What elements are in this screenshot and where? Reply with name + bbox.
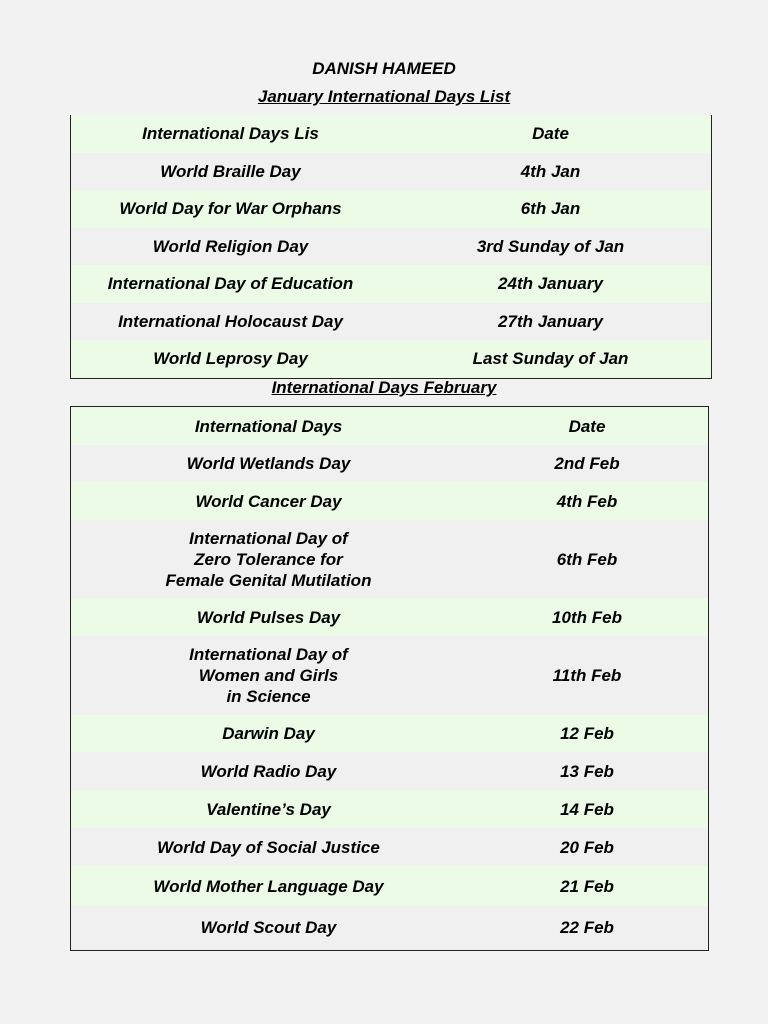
day-date: 11th Feb [552,666,622,685]
day-date: 6th Jan [520,199,581,219]
january-table [70,115,712,379]
day-date: 4th Feb [556,491,618,511]
day-name: World Wetlands Day [186,454,351,473]
day-date: 3rd Sunday of Jan [476,236,625,256]
table-row [71,636,708,715]
day-date: 12 Feb [560,724,614,743]
day-date: Last Sunday of Jan [472,349,629,369]
day-name: World Leprosy Day [153,349,308,369]
table-row [71,520,708,598]
day-date: 4th Jan [520,161,581,181]
day-date: 20 Feb [560,837,614,857]
day-date: 14 Feb [560,799,614,819]
day-date: 13 Feb [560,761,614,781]
table-row [71,265,711,303]
table-row [71,482,708,520]
table-row [71,153,711,191]
day-name: World Day for War Orphans [119,199,342,219]
day-name: World Scout Day [200,917,337,937]
table-row [71,715,708,752]
day-date: 22 Feb [560,917,614,937]
february-header-date: Date [568,416,606,436]
day-date: 24th January [498,274,603,294]
table-row [71,906,708,948]
day-date: 10th Feb [552,607,622,627]
february-header-name: International Days [194,416,343,436]
january-header-date: Date [532,124,569,144]
day-date: 27th January [498,311,603,331]
table-row [71,790,708,828]
table-row [71,228,711,266]
table-row [71,752,708,790]
day-name: World Cancer Day [195,491,342,511]
day-name: World Mother Language Day [153,876,384,896]
february-table [70,406,709,951]
day-name: World Day of Social Justice [157,837,380,857]
february-heading: International Days February [271,378,497,397]
day-name: Darwin Day [222,724,315,743]
day-name: World Radio Day [200,761,337,781]
table-row [71,828,708,866]
day-name: World Religion Day [152,236,309,256]
day-name: International Holocaust Day [118,311,343,331]
table-row [71,190,711,228]
table-row [71,866,708,906]
table-row [71,445,708,482]
day-name: World Braille Day [160,161,301,181]
day-name: World Pulses Day [196,607,341,627]
table-row [71,598,708,636]
january-header-row [71,115,711,153]
day-name: International Day of Education [107,274,354,294]
author-name: DANISH HAMEED [312,59,456,78]
day-date: 21 Feb [560,876,614,896]
day-date: 6th Feb [556,549,618,569]
table-row [71,303,711,341]
table-row [71,340,711,378]
day-name: Valentine’s Day [206,799,331,819]
day-name: International Day of Zero Tolerance for Female Genital Mutilation [165,528,372,590]
february-header-row [71,407,708,445]
january-header-name: International Days Lis [142,124,319,144]
day-date: 2nd Feb [554,454,620,473]
day-name: International Day of Women and Girls in Science [189,645,348,706]
january-heading: January International Days List [257,87,511,106]
